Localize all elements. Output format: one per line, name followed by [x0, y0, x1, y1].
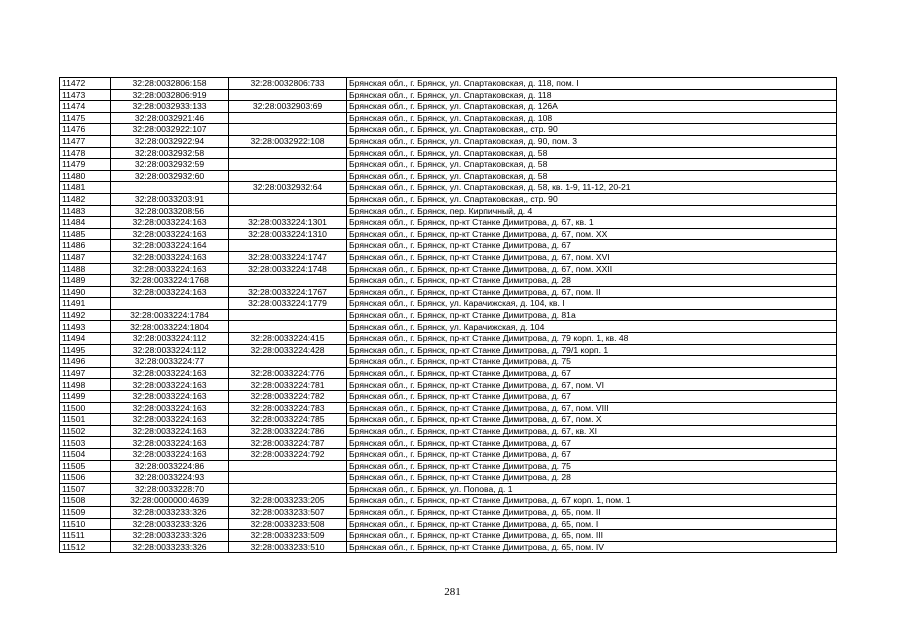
table-row: [60, 193, 837, 205]
row-number-cell: 11492: [60, 309, 111, 321]
object-cadastral-number-cell: 32:28:0033224:428: [229, 344, 347, 356]
object-cadastral-number-cell: 32:28:0033224:782: [229, 391, 347, 403]
registry-table: [59, 77, 837, 553]
table-row: [60, 89, 837, 101]
object-cadastral-number-cell: 32:28:0033224:1747: [229, 251, 347, 263]
row-number-cell: 11476: [60, 124, 111, 136]
table-row: [60, 309, 837, 321]
object-cadastral-number-cell: [229, 124, 347, 136]
object-cadastral-number-cell: [229, 89, 347, 101]
cadastral-number-cell: 32:28:0033224:164: [111, 240, 229, 252]
table-row: [60, 251, 837, 263]
cadastral-number-cell: 32:28:0032932:59: [111, 159, 229, 171]
object-cadastral-number-cell: 32:28:0033224:792: [229, 449, 347, 461]
object-cadastral-number-cell: 32:28:0032806:733: [229, 78, 347, 90]
address-cell: Брянская обл., г. Брянск, пр-кт Станке Димитрова, д. 67, пом. XX: [347, 228, 837, 240]
row-number-cell: 11486: [60, 240, 111, 252]
table-row: [60, 298, 837, 310]
table-row: [60, 263, 837, 275]
row-number-cell: 11497: [60, 367, 111, 379]
row-number-cell: 11498: [60, 379, 111, 391]
table-row: [60, 124, 837, 136]
cadastral-number-cell: 32:28:0033224:86: [111, 460, 229, 472]
table-row: [60, 333, 837, 345]
row-number-cell: 11510: [60, 518, 111, 530]
cadastral-number-cell: 32:28:0033224:163: [111, 251, 229, 263]
cadastral-number-cell: 32:28:0033224:1768: [111, 275, 229, 287]
row-number-cell: 11484: [60, 217, 111, 229]
cadastral-number-cell: 32:28:0033224:163: [111, 402, 229, 414]
cadastral-number-cell: 32:28:0032922:94: [111, 135, 229, 147]
cadastral-number-cell: 32:28:0033233:326: [111, 530, 229, 542]
table-row: [60, 449, 837, 461]
address-cell: Брянская обл., г. Брянск, пр-кт Станке Димитрова, д. 65, пом. I: [347, 518, 837, 530]
address-cell: Брянская обл., г. Брянск, ул. Спартаковская, д. 58: [347, 147, 837, 159]
registry-table-body: [60, 78, 837, 553]
address-cell: Брянская обл., г. Брянск, пр-кт Станке Димитрова, д. 67, пом. XXII: [347, 263, 837, 275]
row-number-cell: 11488: [60, 263, 111, 275]
address-cell: Брянская обл., г. Брянск, ул. Попова, д. 1: [347, 483, 837, 495]
row-number-cell: 11502: [60, 425, 111, 437]
cadastral-number-cell: 32:28:0033224:163: [111, 425, 229, 437]
cadastral-number-cell: 32:28:0033208:56: [111, 205, 229, 217]
cadastral-number-cell: [111, 298, 229, 310]
row-number-cell: 11495: [60, 344, 111, 356]
address-cell: Брянская обл., г. Брянск, ул. Спартаковская,, стр. 90: [347, 193, 837, 205]
table-row: [60, 356, 837, 368]
cadastral-number-cell: 32:28:0033224:163: [111, 217, 229, 229]
row-number-cell: 11477: [60, 135, 111, 147]
table-row: [60, 530, 837, 542]
table-row: [60, 147, 837, 159]
address-cell: Брянская обл., г. Брянск, пр-кт Станке Димитрова, д. 79 корп. 1, кв. 48: [347, 333, 837, 345]
object-cadastral-number-cell: 32:28:0033233:509: [229, 530, 347, 542]
cadastral-number-cell: 32:28:0032921:46: [111, 112, 229, 124]
object-cadastral-number-cell: 32:28:0033224:1767: [229, 286, 347, 298]
object-cadastral-number-cell: [229, 321, 347, 333]
cadastral-number-cell: 32:28:0033224:93: [111, 472, 229, 484]
row-number-cell: 11474: [60, 101, 111, 113]
row-number-cell: 11505: [60, 460, 111, 472]
object-cadastral-number-cell: [229, 309, 347, 321]
table-row: [60, 437, 837, 449]
address-cell: Брянская обл., г. Брянск, пр-кт Станке Димитрова, д. 67, кв. 1: [347, 217, 837, 229]
cadastral-number-cell: 32:28:0033224:1784: [111, 309, 229, 321]
address-cell: Брянская обл., г. Брянск, ул. Карачижская, д. 104: [347, 321, 837, 333]
address-cell: Брянская обл., г. Брянск, ул. Спартаковская, д. 58: [347, 170, 837, 182]
table-row: [60, 217, 837, 229]
address-cell: Брянская обл., г. Брянск, ул. Спартаковская, д. 90, пом. 3: [347, 135, 837, 147]
object-cadastral-number-cell: [229, 147, 347, 159]
object-cadastral-number-cell: 32:28:0033224:415: [229, 333, 347, 345]
object-cadastral-number-cell: 32:28:0033233:510: [229, 541, 347, 553]
row-number-cell: 11482: [60, 193, 111, 205]
object-cadastral-number-cell: 32:28:0033224:776: [229, 367, 347, 379]
object-cadastral-number-cell: 32:28:0032922:108: [229, 135, 347, 147]
row-number-cell: 11500: [60, 402, 111, 414]
address-cell: Брянская обл., г. Брянск, пр-кт Станке Димитрова, д. 67, пом. II: [347, 286, 837, 298]
cadastral-number-cell: 32:28:0033224:1804: [111, 321, 229, 333]
table-row: [60, 414, 837, 426]
table-row: [60, 460, 837, 472]
cadastral-number-cell: 32:28:0033224:163: [111, 449, 229, 461]
table-row: [60, 506, 837, 518]
row-number-cell: 11512: [60, 541, 111, 553]
address-cell: Брянская обл., г. Брянск, пр-кт Станке Димитрова, д. 67, пом. XVI: [347, 251, 837, 263]
table-row: [60, 159, 837, 171]
object-cadastral-number-cell: 32:28:0033224:1301: [229, 217, 347, 229]
address-cell: Брянская обл., г. Брянск, пр-кт Станке Димитрова, д. 67: [347, 449, 837, 461]
object-cadastral-number-cell: [229, 472, 347, 484]
address-cell: Брянская обл., г. Брянск, ул. Спартаковская, д. 126А: [347, 101, 837, 113]
row-number-cell: 11507: [60, 483, 111, 495]
cadastral-number-cell: 32:28:0033233:326: [111, 541, 229, 553]
cadastral-number-cell: [111, 182, 229, 194]
table-row: [60, 240, 837, 252]
cadastral-number-cell: 32:28:0032806:158: [111, 78, 229, 90]
row-number-cell: 11504: [60, 449, 111, 461]
row-number-cell: 11473: [60, 89, 111, 101]
address-cell: Брянская обл., г. Брянск, ул. Спартаковская, д. 58: [347, 159, 837, 171]
address-cell: Брянская обл., г. Брянск, ул. Карачижская, д. 104, кв. I: [347, 298, 837, 310]
table-row: [60, 472, 837, 484]
object-cadastral-number-cell: [229, 240, 347, 252]
object-cadastral-number-cell: 32:28:0033224:1310: [229, 228, 347, 240]
table-row: [60, 112, 837, 124]
cadastral-number-cell: 32:28:0032932:60: [111, 170, 229, 182]
address-cell: Брянская обл., г. Брянск, пр-кт Станке Димитрова, д. 65, пом. IV: [347, 541, 837, 553]
table-row: [60, 541, 837, 553]
object-cadastral-number-cell: 32:28:0033224:787: [229, 437, 347, 449]
table-row: [60, 286, 837, 298]
cadastral-number-cell: 32:28:0033224:77: [111, 356, 229, 368]
object-cadastral-number-cell: [229, 193, 347, 205]
row-number-cell: 11480: [60, 170, 111, 182]
object-cadastral-number-cell: 32:28:0033224:1748: [229, 263, 347, 275]
address-cell: Брянская обл., г. Брянск, пер. Кирпичный, д. 4: [347, 205, 837, 217]
row-number-cell: 11472: [60, 78, 111, 90]
table-row: [60, 228, 837, 240]
address-cell: Брянская обл., г. Брянск, пр-кт Станке Димитрова, д. 28: [347, 275, 837, 287]
address-cell: Брянская обл., г. Брянск, пр-кт Станке Димитрова, д. 65, пом. III: [347, 530, 837, 542]
cadastral-number-cell: 32:28:0033224:163: [111, 263, 229, 275]
object-cadastral-number-cell: [229, 275, 347, 287]
row-number-cell: 11485: [60, 228, 111, 240]
table-row: [60, 205, 837, 217]
address-cell: Брянская обл., г. Брянск, пр-кт Станке Димитрова, д. 67: [347, 391, 837, 403]
object-cadastral-number-cell: [229, 112, 347, 124]
row-number-cell: 11489: [60, 275, 111, 287]
address-cell: Брянская обл., г. Брянск, пр-кт Станке Димитрова, д. 79/1 корп. 1: [347, 344, 837, 356]
object-cadastral-number-cell: 32:28:0033233:508: [229, 518, 347, 530]
address-cell: Брянская обл., г. Брянск, пр-кт Станке Димитрова, д. 28: [347, 472, 837, 484]
address-cell: Брянская обл., г. Брянск, пр-кт Станке Димитрова, д. 65, пом. II: [347, 506, 837, 518]
table-row: [60, 518, 837, 530]
object-cadastral-number-cell: [229, 483, 347, 495]
object-cadastral-number-cell: 32:28:0033224:783: [229, 402, 347, 414]
object-cadastral-number-cell: 32:28:0033224:781: [229, 379, 347, 391]
cadastral-number-cell: 32:28:0000000:4639: [111, 495, 229, 507]
cadastral-number-cell: 32:28:0033224:163: [111, 379, 229, 391]
row-number-cell: 11499: [60, 391, 111, 403]
address-cell: Брянская обл., г. Брянск, пр-кт Станке Димитрова, д. 75: [347, 460, 837, 472]
cadastral-number-cell: 32:28:0032933:133: [111, 101, 229, 113]
address-cell: Брянская обл., г. Брянск, пр-кт Станке Димитрова, д. 75: [347, 356, 837, 368]
address-cell: Брянская обл., г. Брянск, пр-кт Станке Димитрова, д. 67: [347, 367, 837, 379]
address-cell: Брянская обл., г. Брянск, пр-кт Станке Димитрова, д. 67, пом. X: [347, 414, 837, 426]
table-row: [60, 78, 837, 90]
cadastral-number-cell: 32:28:0033224:163: [111, 228, 229, 240]
object-cadastral-number-cell: [229, 356, 347, 368]
table-row: [60, 425, 837, 437]
cadastral-number-cell: 32:28:0033203:91: [111, 193, 229, 205]
cadastral-number-cell: 32:28:0033233:326: [111, 506, 229, 518]
table-row: [60, 402, 837, 414]
row-number-cell: 11494: [60, 333, 111, 345]
table-row: [60, 495, 837, 507]
cadastral-number-cell: 32:28:0033224:163: [111, 414, 229, 426]
row-number-cell: 11493: [60, 321, 111, 333]
object-cadastral-number-cell: 32:28:0033233:507: [229, 506, 347, 518]
object-cadastral-number-cell: 32:28:0033224:1779: [229, 298, 347, 310]
object-cadastral-number-cell: 32:28:0032932:64: [229, 182, 347, 194]
address-cell: Брянская обл., г. Брянск, ул. Спартаковская, д. 108: [347, 112, 837, 124]
table-row: [60, 391, 837, 403]
cadastral-number-cell: 32:28:0032932:58: [111, 147, 229, 159]
object-cadastral-number-cell: 32:28:0033233:205: [229, 495, 347, 507]
row-number-cell: 11503: [60, 437, 111, 449]
object-cadastral-number-cell: 32:28:0033224:786: [229, 425, 347, 437]
table-row: [60, 321, 837, 333]
address-cell: Брянская обл., г. Брянск, пр-кт Станке Димитрова, д. 67, кв. XI: [347, 425, 837, 437]
cadastral-number-cell: 32:28:0033224:112: [111, 344, 229, 356]
row-number-cell: 11490: [60, 286, 111, 298]
row-number-cell: 11487: [60, 251, 111, 263]
row-number-cell: 11475: [60, 112, 111, 124]
address-cell: Брянская обл., г. Брянск, ул. Спартаковская,, стр. 90: [347, 124, 837, 136]
table-row: [60, 275, 837, 287]
address-cell: Брянская обл., г. Брянск, ул. Спартаковская, д. 58, кв. 1-9, 11-12, 20-21: [347, 182, 837, 194]
address-cell: Брянская обл., г. Брянск, пр-кт Станке Димитрова, д. 67: [347, 437, 837, 449]
cadastral-number-cell: 32:28:0033233:326: [111, 518, 229, 530]
row-number-cell: 11496: [60, 356, 111, 368]
row-number-cell: 11479: [60, 159, 111, 171]
row-number-cell: 11501: [60, 414, 111, 426]
object-cadastral-number-cell: 32:28:0032903:69: [229, 101, 347, 113]
cadastral-number-cell: 32:28:0033224:163: [111, 367, 229, 379]
table-row: [60, 379, 837, 391]
address-cell: Брянская обл., г. Брянск, пр-кт Станке Димитрова, д. 67: [347, 240, 837, 252]
page-number: 281: [444, 586, 461, 598]
table-row: [60, 483, 837, 495]
row-number-cell: 11511: [60, 530, 111, 542]
cadastral-number-cell: 32:28:0033224:112: [111, 333, 229, 345]
table-row: [60, 367, 837, 379]
address-cell: Брянская обл., г. Брянск, пр-кт Станке Димитрова, д. 67 корп. 1, пом. 1: [347, 495, 837, 507]
row-number-cell: 11481: [60, 182, 111, 194]
row-number-cell: 11509: [60, 506, 111, 518]
cadastral-number-cell: 32:28:0033224:163: [111, 286, 229, 298]
table-row: [60, 182, 837, 194]
object-cadastral-number-cell: [229, 170, 347, 182]
table-row: [60, 101, 837, 113]
row-number-cell: 11508: [60, 495, 111, 507]
table-row: [60, 170, 837, 182]
row-number-cell: 11506: [60, 472, 111, 484]
object-cadastral-number-cell: [229, 159, 347, 171]
cadastral-number-cell: 32:28:0033228:70: [111, 483, 229, 495]
cadastral-number-cell: 32:28:0033224:163: [111, 391, 229, 403]
address-cell: Брянская обл., г. Брянск, пр-кт Станке Димитрова, д. 81а: [347, 309, 837, 321]
row-number-cell: 11483: [60, 205, 111, 217]
cadastral-number-cell: 32:28:0032806:919: [111, 89, 229, 101]
table-row: [60, 344, 837, 356]
table-row: [60, 135, 837, 147]
cadastral-number-cell: 32:28:0033224:163: [111, 437, 229, 449]
address-cell: Брянская обл., г. Брянск, пр-кт Станке Димитрова, д. 67, пом. VI: [347, 379, 837, 391]
address-cell: Брянская обл., г. Брянск, ул. Спартаковская, д. 118: [347, 89, 837, 101]
address-cell: Брянская обл., г. Брянск, ул. Спартаковская, д. 118, пом. I: [347, 78, 837, 90]
object-cadastral-number-cell: [229, 205, 347, 217]
address-cell: Брянская обл., г. Брянск, пр-кт Станке Димитрова, д. 67, пом. VIII: [347, 402, 837, 414]
row-number-cell: 11478: [60, 147, 111, 159]
object-cadastral-number-cell: [229, 460, 347, 472]
cadastral-number-cell: 32:28:0032922:107: [111, 124, 229, 136]
object-cadastral-number-cell: 32:28:0033224:785: [229, 414, 347, 426]
row-number-cell: 11491: [60, 298, 111, 310]
